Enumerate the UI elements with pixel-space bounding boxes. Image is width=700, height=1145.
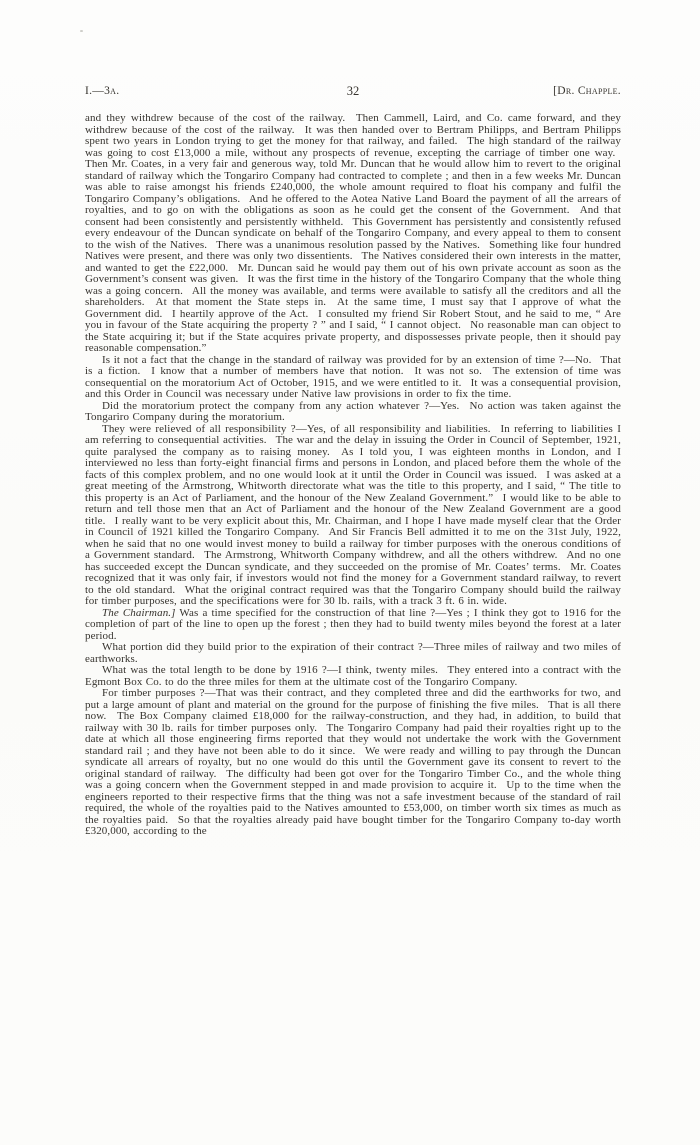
body-paragraph (85, 113, 621, 355)
paragraph-text: What portion did they build prior to the expiration of their contract ?—Three miles of railway and two miles of earthworks. (85, 641, 621, 665)
page-number: 32 (346, 84, 360, 98)
paragraph-text: What was the total length to be done by 1916 ?—I think, twenty miles. They entered into a contract with the Egmont Box Co. to do the three miles for them at the ultimate cost of the Tongariro Company. (85, 664, 621, 688)
body-paragraph (85, 608, 621, 643)
paragraph-text: Did the moratorium protect the company from any action whatever ?—Yes. No action was taken against the Tongariro Company during the moratorium. (85, 399, 621, 423)
scan-speck (80, 30, 83, 32)
document-reference: I.—3a. (85, 85, 120, 97)
body-paragraph (85, 355, 621, 401)
paragraph-text: Is it not a fact that the change in the standard of railway was provided for by an extension of time ?—No. That is a fiction. I know that a number of members have that notion. It was not so. The extension of time was consequential on the moratorium Act of October, 1915, and we were entitled to it. It was a consequential provision, and this Order in Council was necessary under Native law provisions in order to fix the time. (85, 353, 621, 400)
body-paragraph (85, 665, 621, 688)
transcript-body (85, 113, 621, 838)
body-paragraph (85, 642, 621, 665)
speaker-attribution: [Dr. Chapple. (553, 85, 621, 97)
body-paragraph (85, 688, 621, 838)
body-paragraph (85, 424, 621, 608)
speaker-lead: The Chairman.] (102, 606, 176, 619)
body-paragraph (85, 401, 621, 424)
paragraph-text: and they withdrew because of the cost of the railway. Then Cammell, Laird, and Co. came forward, and they withdrew because of the cost of the railway. It was then handed over to Bertram Philipps, and Bertram Philipps spent two years in London trying to get the money for that railway, and failed. The high standard of the railway was going to cost £13,000 a mile, without any prospects of revenue, excepting the carriage of timber one way. Then Mr. Coates, in a very fair and generous way, told Mr. Duncan that he would allow him to revert to the original standard of railway which the Tongariro Company had contracted to complete ; and then in a few weeks Mr. Duncan was able to raise amongst his friends £240,000, the whole amount required to float his company and fulfil the Tongariro Company’s obligations. And he offered to the Aotea Native Land Board the payment of all the arrears of royalties, and to go on with the obligations as soon as he could get the consent of the Government. And that consent had been consistently and persistently withheld. This Government has persistently and consistently refused every endeavour of the Duncan syndicate on behalf of the Tongariro Company, and every appeal to them to consent to the wish of the Natives. There was a unanimous resolution passed by the Natives. Something like four hundred Natives were present, and there was only two dissentients. The Natives considered their own interests in the matter, and wanted to get the £22,000. Mr. Duncan said he would pay them out of his own private account as soon as the Government’s consent was given. It was the first time in the history of the Tongariro Company that the whole thing was a going concern. All the money was available, and terms were available to satisfy all the creditors and all the shareholders. At that moment the State steps in. At the same time, I must say that I approve of what the Government did. I heartily approve of the Act. I consulted my friend Sir Robert Stout, and he said to me, “ Are you in favour of the State acquiring the property ? ” and I said, “ I cannot object. No reasonable man can object to the State acquiring it; but if the State acquires private property, and dispossesses private people, then it should pay reasonable compensation.” (85, 112, 621, 354)
page-header (85, 84, 621, 100)
text-block (85, 84, 621, 838)
paragraph-text: Was a time specified for the construction of that line ?—Yes ; I think they got to 1916 for the completion of part of the line to open up the forest ; then they had to build twenty miles beyond the forest at a later period. (85, 606, 621, 642)
paragraph-text: For timber purposes ?—That was their contract, and they completed three and did the earthworks for two, and put a large amount of plant and material on the ground for the purpose of finishing the five miles. That is all there now. The Box Company claimed £18,000 for the railway-construction, and they had, in addition, to build that railway with 30 lb. rails for timber purposes only. The Tongariro Company had paid their royalties right up to the date at which all those engineering firms reported that they would not undertake the work with the Government standard rail ; and they have not been able to do it since. We were ready and willing to pay through the Duncan syndicate all arrears of royalty, but no one would do this until the Government gave its consent to revert to the original standard of railway. The difficulty had been got over for the Tongariro Timber Co., and the whole thing was a going concern when the Government stepped in and made provision to acquire it. Up to the time when the engineers reported to their respective firms that the thing was not a safe investment because of the standard of rail required, the whole of the royalties paid to the Natives amounted to £53,000, on timber worth six times as much as the royalties paid. So that the royalties already paid have bought timber for the Tongariro Company to-day worth £320,000, according to the (85, 687, 621, 837)
paragraph-text: They were relieved of all responsibility ?—Yes, of all responsibility and liabilities. In referring to liabilities I am referring to consequential activities. The war and the delay in issuing the Order in Council of September, 1921, quite paralysed the company as to raising money. As I told you, I was eighteen months in London, and I interviewed no less than forty-eight financial firms and persons in London, and placed before them the whole of the facts of this complex problem, and no one would look at it until the Order in Council was issued. I was asked at a great meeting of the Armstrong, Whitworth directorate what was the title to this property, and I said, “ The title to this property is an Act of Parliament, and the honour of the New Zealand Government.” I would like to be able to return and tell those men that an Act of Parliament and the honour of the New Zealand Government are a good title. I really want to be very explicit about this, Mr. Chairman, and I hope I have made myself clear that the Order in Council of 1921 killed the Tongariro Company. And Sir Francis Bell admitted it to me on the 31st July, 1922, when he said that no one would invest money to build a railway for timber purposes with the onerous conditions of a Government standard. The Armstrong, Whitworth Company withdrew, and all the others withdrew. And no one has succeeded except the Duncan syndicate, and they succeeded on the promise of Mr. Coates’ terms. Mr. Coates recognized that it was only fair, if investors would not find the money for a Government standard railway, to revert to the old standard. What the original contract required was that the Tongariro Company should build the railway for timber purposes, and the specifications were for 30 lb. rails, with a track 3 ft. 6 in. wide. (85, 422, 621, 607)
